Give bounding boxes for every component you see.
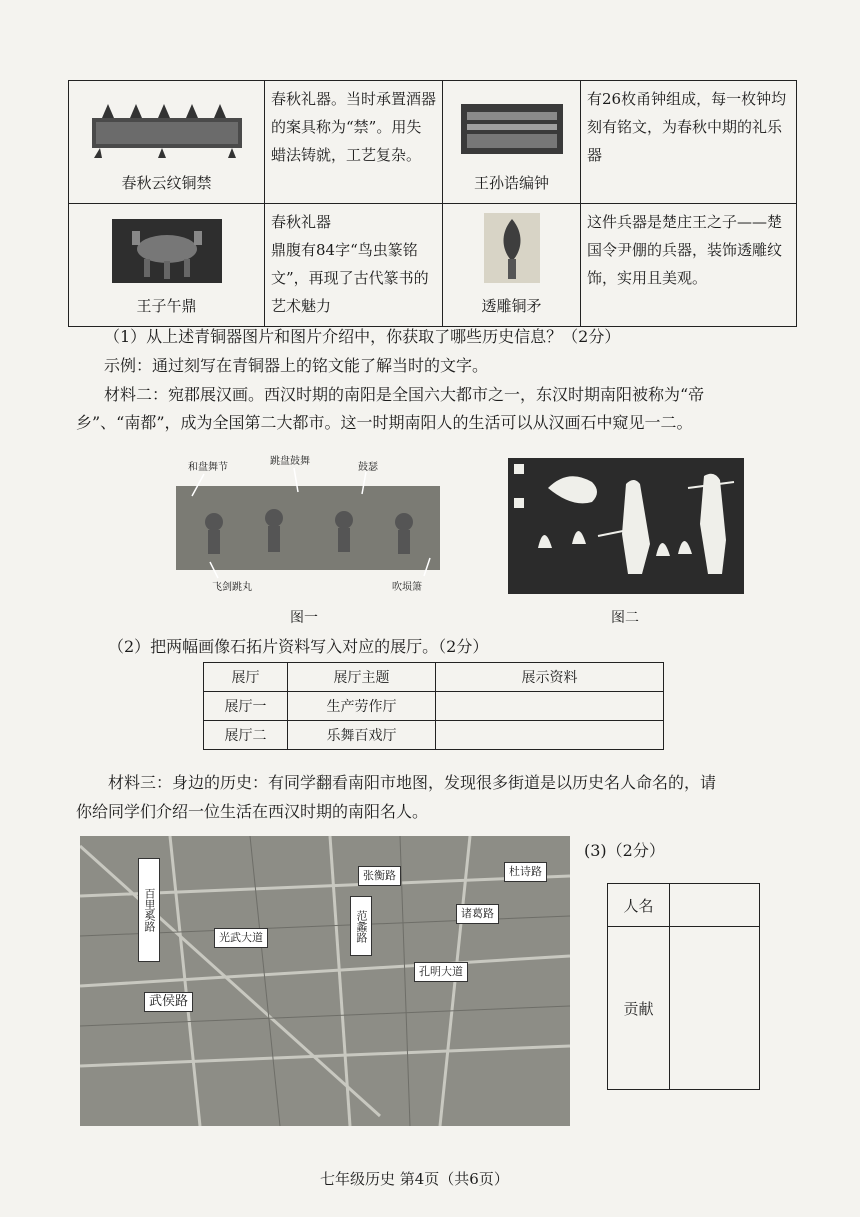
figure-label: 鼓瑟 [358, 462, 378, 473]
han-stone-relief-2-image [508, 458, 744, 594]
name-answer-blank[interactable] [670, 884, 760, 927]
artifact-image-cell [443, 81, 581, 204]
artifact-description: 春秋礼器。当时承置酒器的案具称为“禁”。用失蜡法铸就，工艺复杂。 [265, 81, 443, 204]
map-label-guangwu-avenue: 光武大道 [214, 928, 268, 948]
figure-label: 吹埙箫 [392, 582, 422, 593]
table-header-cell: 展厅主题 [288, 663, 436, 692]
figure-label: 跳盘鼓舞 [270, 456, 310, 467]
table-row [204, 663, 664, 692]
table-header-cell: 展厅 [204, 663, 288, 692]
artifact-description: 有26枚甬钟组成，每一枚钟均刻有铭文，为春秋中期的礼乐器 [581, 81, 797, 204]
table-row [69, 204, 797, 327]
bronze-jin-image [82, 100, 252, 160]
han-stone-relief-1-image [174, 452, 444, 592]
figure-label: 和盘舞节 [188, 462, 228, 473]
figure-1-caption: 图一 [290, 610, 318, 626]
map-label-kongming-avenue: 孔明大道 [414, 962, 468, 982]
figure-label: 飞剑跳丸 [212, 582, 252, 593]
material-3-text: 你给同学们介绍一位生活在西汉时期的南阳名人。 [76, 802, 429, 821]
table-cell: 乐舞百戏厅 [288, 721, 436, 750]
exhibition-halls-table [203, 662, 664, 750]
table-cell: 生产劳作厅 [288, 692, 436, 721]
material-2-text: 材料二：宛郡展汉画。西汉时期的南阳是全国六大都市之一，东汉时期南阳被称为“帝 [104, 385, 705, 404]
map-label-zhangheng-road: 张衡路 [358, 866, 401, 886]
bronze-spear-image [484, 213, 540, 283]
map-label-dushi-road: 杜诗路 [504, 862, 547, 882]
artifact-caption: 春秋云纹铜禁 [121, 174, 212, 192]
map-label-fanli-road: 范蠡路 [350, 896, 372, 956]
answer-blank[interactable] [436, 692, 664, 721]
city-street-map [80, 836, 570, 1126]
material-3-text: 材料三：身边的历史：有同学翻看南阳市地图，发现很多街道是以历史名人命名的，请 [108, 773, 717, 792]
table-row [204, 692, 664, 721]
table-row [608, 884, 760, 927]
figure-2-caption: 图二 [611, 610, 639, 626]
table-row [69, 81, 797, 204]
artifact-caption: 王子午鼎 [136, 297, 197, 315]
person-answer-table [607, 883, 760, 1090]
bronze-artifacts-table [68, 80, 797, 327]
map-label-zhugeliang-road: 诸葛路 [456, 904, 499, 924]
artifact-image-cell [69, 81, 265, 204]
table-header-cell: 展示资料 [436, 663, 664, 692]
artifact-description: 春秋礼器 鼎腹有84字“鸟虫篆铭文”，再现了古代篆书的艺术魅力 [265, 204, 443, 327]
wangziwu-ding-image [112, 219, 222, 283]
map-label-baili-road: 百里奚路 [138, 858, 160, 962]
example-answer: 示例：通过刻写在青铜器上的铭文能了解当时的文字。 [104, 356, 489, 375]
artifact-description: 这件兵器是楚庄王之子——楚国令尹倗的兵器，装饰透雕纹饰，实用且美观。 [581, 204, 797, 327]
contribution-answer-blank[interactable] [670, 927, 760, 1090]
material-2-text: 乡”、“南都”，成为全国第二大都市。这一时期南阳人的生活可以从汉画石中窥见一二。 [76, 413, 693, 432]
table-cell: 展厅二 [204, 721, 288, 750]
question-1: （1）从上述青铜器图片和图片介绍中，你获取了哪些历史信息？（2分） [104, 327, 621, 346]
artifact-caption: 王孙诰编钟 [473, 174, 549, 192]
artifact-image-cell [443, 204, 581, 327]
page-footer: 七年级历史 第4页（共6页） [320, 1170, 509, 1188]
table-cell: 展厅一 [204, 692, 288, 721]
artifact-image-cell [69, 204, 265, 327]
contribution-label: 贡献 [608, 927, 670, 1090]
name-label: 人名 [608, 884, 670, 927]
question-3: (3)（2分） [584, 841, 665, 860]
bianzhong-bells-image [457, 98, 567, 160]
table-row [608, 927, 760, 1090]
answer-blank[interactable] [436, 721, 664, 750]
artifact-caption: 透雕铜矛 [481, 297, 542, 315]
map-label-wuhou-road: 武侯路 [144, 992, 193, 1012]
table-row [204, 721, 664, 750]
figure-1 [174, 452, 444, 592]
question-2: （2）把两幅画像石拓片资料写入对应的展厅。（2分） [108, 637, 489, 656]
